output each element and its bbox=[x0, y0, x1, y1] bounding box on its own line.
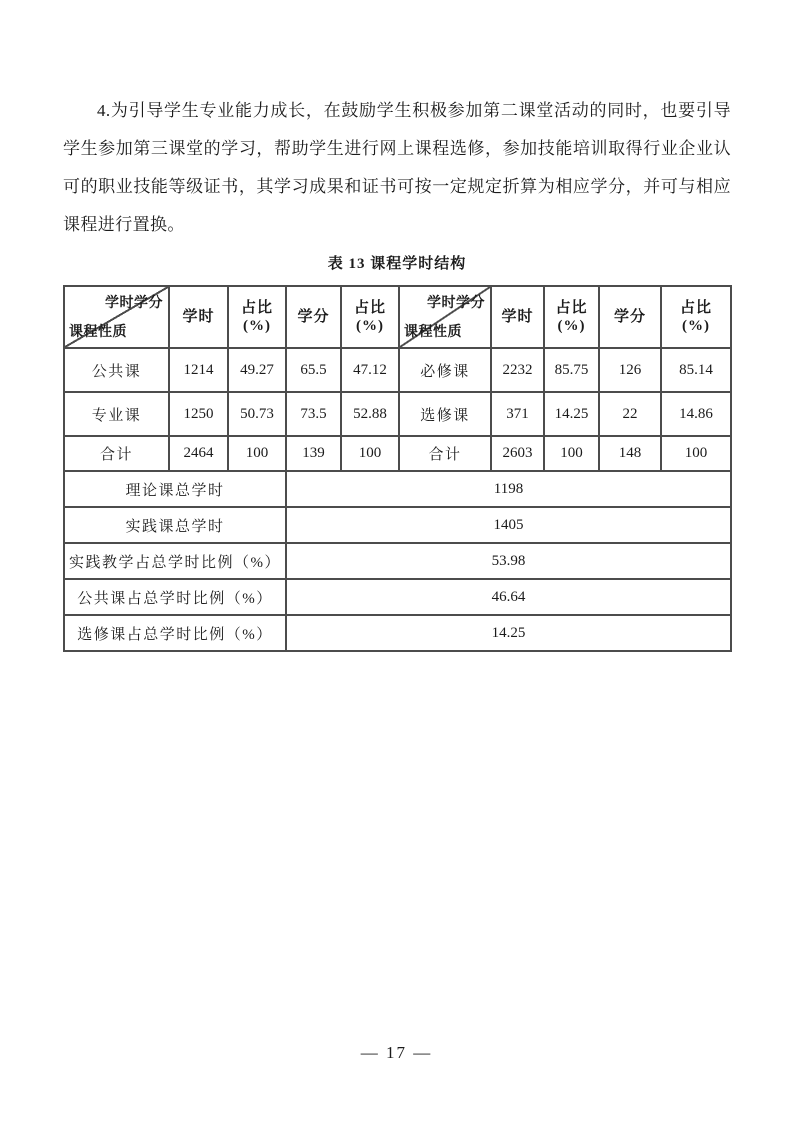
header-ratio-line1: 占比 bbox=[353, 300, 386, 316]
cell-credits: 139 bbox=[286, 436, 341, 471]
header-ratio-line2: (%) bbox=[682, 318, 710, 334]
summary-label: 选修课占总学时比例（%） bbox=[64, 615, 286, 651]
header-ratio bbox=[661, 286, 731, 348]
summary-row bbox=[64, 579, 731, 615]
header-ratio-line2: (%) bbox=[243, 318, 271, 334]
body-paragraph: 4.为引导学生专业能力成长，在鼓励学生积极参加第二课堂活动的同时，也要引导学生参加第三课堂的学习，帮助学生进行网上课程选修，参加技能培训取得行业企业认可的职业技能等级证书，其学习成果和证书可按一定规定折算为相应学分，并可与相应课程进行置换。 bbox=[63, 101, 731, 234]
table-total-row bbox=[64, 436, 731, 471]
diagonal-header-cell bbox=[399, 286, 491, 348]
header-credits: 学分 bbox=[599, 286, 661, 348]
header-hours: 学时 bbox=[169, 286, 228, 348]
header-ratio bbox=[544, 286, 599, 348]
header-ratio-line1: 占比 bbox=[555, 300, 588, 316]
cell-ratio: 50.73 bbox=[228, 392, 286, 436]
cell-ratio: 100 bbox=[544, 436, 599, 471]
cell-ratio: 47.12 bbox=[341, 348, 399, 392]
row-label: 专业课 bbox=[64, 392, 169, 436]
cell-ratio: 14.86 bbox=[661, 392, 731, 436]
cell-hours: 371 bbox=[491, 392, 544, 436]
row-label: 公共课 bbox=[64, 348, 169, 392]
cell-hours: 2464 bbox=[169, 436, 228, 471]
cell-ratio: 100 bbox=[341, 436, 399, 471]
cell-ratio: 52.88 bbox=[341, 392, 399, 436]
cell-ratio: 14.25 bbox=[544, 392, 599, 436]
summary-row bbox=[64, 615, 731, 651]
header-ratio-line1: 占比 bbox=[679, 300, 712, 316]
cell-ratio: 85.14 bbox=[661, 348, 731, 392]
cell-credits: 65.5 bbox=[286, 348, 341, 392]
page-number: — 17 — bbox=[360, 1043, 433, 1062]
summary-value: 53.98 bbox=[286, 543, 731, 579]
diagonal-top-label: 学时学分 bbox=[105, 296, 163, 311]
summary-label: 理论课总学时 bbox=[64, 471, 286, 507]
header-ratio-line2: (%) bbox=[557, 318, 586, 334]
summary-row bbox=[64, 543, 731, 579]
cell-ratio: 100 bbox=[661, 436, 731, 471]
header-ratio-line2: (%) bbox=[356, 318, 384, 334]
summary-label: 公共课占总学时比例（%） bbox=[64, 579, 286, 615]
summary-row bbox=[64, 507, 731, 543]
cell-hours: 1214 bbox=[169, 348, 228, 392]
table-header-row bbox=[64, 286, 731, 348]
summary-value: 46.64 bbox=[286, 579, 731, 615]
diagonal-bottom-label: 课程性质 bbox=[69, 325, 127, 340]
header-ratio bbox=[228, 286, 286, 348]
summary-row bbox=[64, 471, 731, 507]
summary-value: 1198 bbox=[286, 471, 731, 507]
cell-hours: 2232 bbox=[491, 348, 544, 392]
cell-hours: 1250 bbox=[169, 392, 228, 436]
cell-ratio: 100 bbox=[228, 436, 286, 471]
table-row bbox=[64, 392, 731, 436]
table-row bbox=[64, 348, 731, 392]
summary-value: 14.25 bbox=[286, 615, 731, 651]
course-hours-table bbox=[63, 285, 732, 652]
header-ratio bbox=[341, 286, 399, 348]
cell-ratio: 49.27 bbox=[228, 348, 286, 392]
row-label: 选修课 bbox=[399, 392, 491, 436]
diagonal-top-label: 学时学分 bbox=[427, 296, 485, 311]
row-label: 必修课 bbox=[399, 348, 491, 392]
cell-credits: 126 bbox=[599, 348, 661, 392]
row-label: 合计 bbox=[399, 436, 491, 471]
summary-label: 实践课总学时 bbox=[64, 507, 286, 543]
header-ratio-line1: 占比 bbox=[240, 300, 273, 316]
diagonal-header-cell bbox=[64, 286, 169, 348]
cell-hours: 2603 bbox=[491, 436, 544, 471]
cell-ratio: 85.75 bbox=[544, 348, 599, 392]
cell-credits: 73.5 bbox=[286, 392, 341, 436]
table-caption: 表 13 课程学时结构 bbox=[327, 256, 467, 272]
summary-label: 实践教学占总学时比例（%） bbox=[64, 543, 286, 579]
summary-value: 1405 bbox=[286, 507, 731, 543]
cell-credits: 22 bbox=[599, 392, 661, 436]
header-credits: 学分 bbox=[286, 286, 341, 348]
row-label: 合计 bbox=[64, 436, 169, 471]
cell-credits: 148 bbox=[599, 436, 661, 471]
diagonal-bottom-label: 课程性质 bbox=[404, 325, 462, 340]
header-hours: 学时 bbox=[491, 286, 544, 348]
